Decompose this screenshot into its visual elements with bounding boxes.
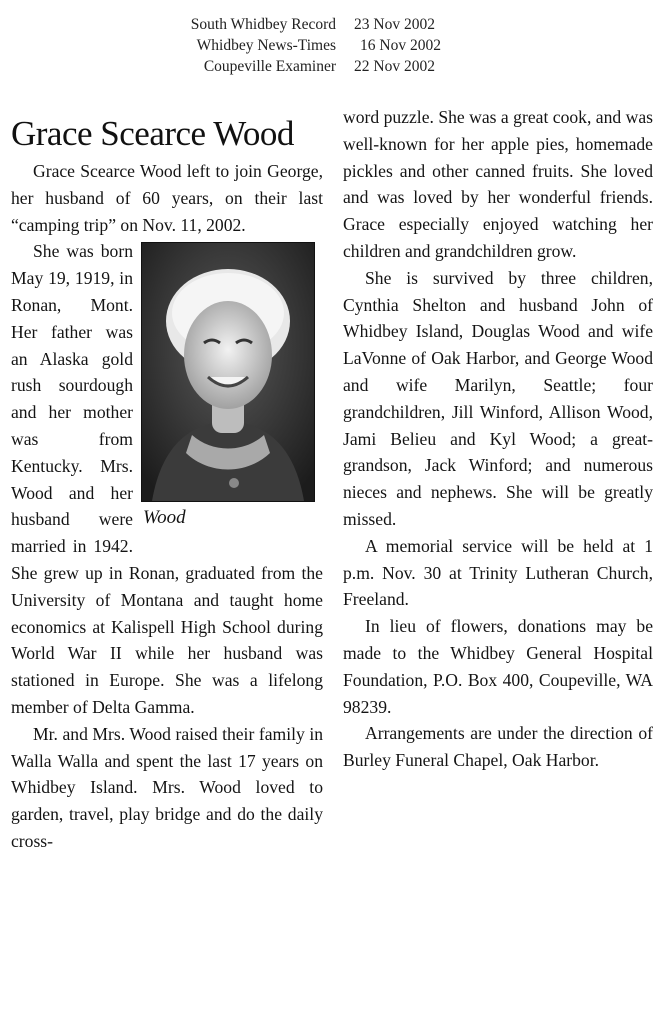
article-paragraph: She was born May 19, 1919, in Ronan, Mont. Her father was an Alaska gold rush sourdough and her mother was from Kentucky. Mrs. Wood and her husband were married in 1942. She grew up in Ronan, graduated from the University of Montana and taught home economics at Kalispell High School during World War II while her husband was stationed in Europe. She was a lifelong member of Delta Gamma. bbox=[11, 241, 323, 717]
publication-name: Whidbey News-Times bbox=[196, 37, 336, 54]
portrait-image-icon bbox=[142, 243, 314, 501]
publication-row bbox=[146, 35, 470, 56]
article-headline: Grace Scearce Wood bbox=[11, 114, 294, 153]
article-paragraph: Arrangements are under the direction of Burley Funeral Chapel, Oak Harbor. bbox=[343, 723, 653, 771]
publication-name: South Whidbey Record bbox=[190, 16, 336, 33]
photo-caption: Wood bbox=[143, 507, 186, 529]
article-paragraph: Grace Scearce Wood left to join George, her husband of 60 years, on their last “camping trip” on Nov. 11, 2002. bbox=[11, 161, 323, 235]
publication-name: Coupeville Examiner bbox=[203, 58, 336, 75]
article-paragraph: In lieu of flowers, donations may be made to the Whidbey General Hospital Foundation, P.O. Box 400, Coupeville, WA 98239. bbox=[343, 616, 653, 717]
article-right-column bbox=[343, 104, 653, 774]
publication-row bbox=[146, 14, 470, 35]
article-paragraph: Mr. and Mrs. Wood raised their family in Walla Walla and spent the last 17 years on Whidbey Island. Mrs. Wood loved to garden, travel, play bridge and do the daily cross- bbox=[11, 723, 323, 851]
article-paragraph: A memorial service will be held at 1 p.m. Nov. 30 at Trinity Lutheran Church, Freeland. bbox=[343, 535, 653, 610]
article-left-column bbox=[11, 112, 323, 855]
photo-figure bbox=[141, 242, 323, 530]
article-paragraph: word puzzle. She was a great cook, and was well-known for her apple pies, homemade pickles and other canned fruits. She loved and was loved by her wonderful friends. Grace especially enjoyed watching her children and grandchildren grow. bbox=[343, 107, 653, 261]
publication-list bbox=[146, 14, 470, 77]
article-paragraph: She is survived by three children, Cynthia Shelton and husband John of Whidbey Island, Douglas Wood and wife LaVonne of Oak Harbor, and George Wood and wife Marilyn, Seattle; four grandchildren, Jill Winford, Allison Wood, Jami Belieu and Kyl Wood; a great-grandson, Jack Winford; and numerous nieces and nephews. She will be greatly missed. bbox=[343, 267, 653, 529]
publication-date: 16 Nov 2002 bbox=[360, 37, 441, 54]
portrait-photo bbox=[141, 242, 315, 502]
publication-date: 22 Nov 2002 bbox=[354, 58, 435, 75]
publication-row bbox=[146, 56, 470, 77]
publication-date: 23 Nov 2002 bbox=[354, 16, 435, 33]
